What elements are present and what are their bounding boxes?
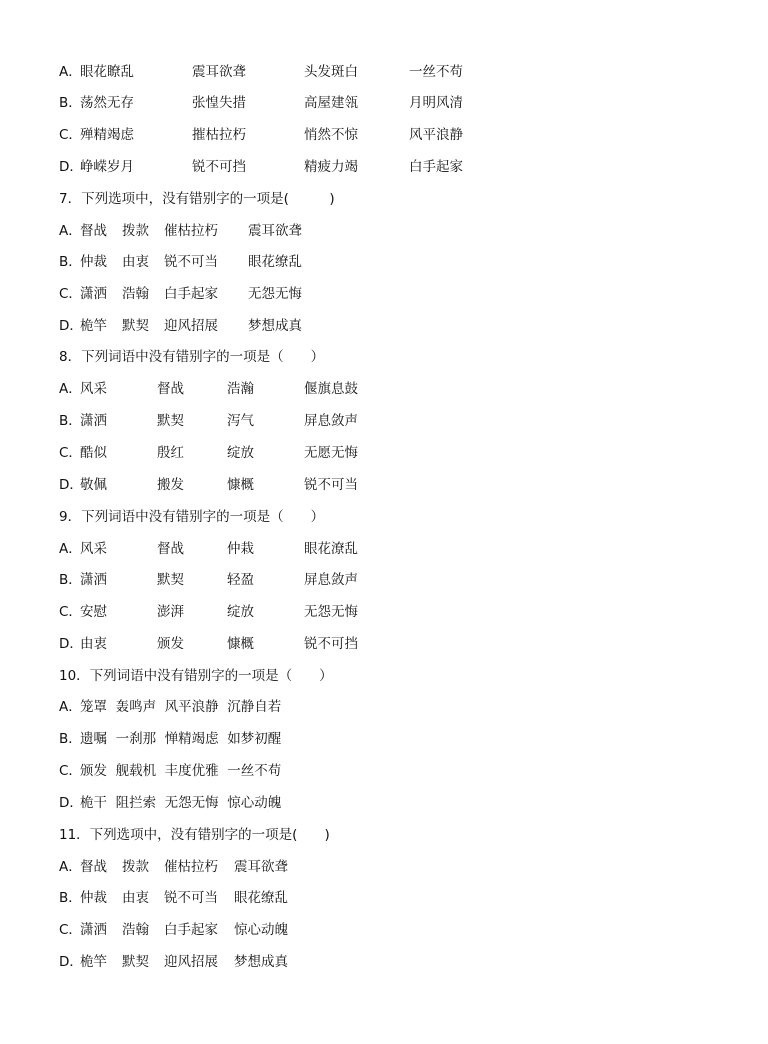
option-word: 督战 [157, 381, 184, 397]
option-letter: C． [59, 445, 82, 461]
option-word: 颁发 [157, 636, 184, 652]
option-word: 督战 [157, 541, 184, 557]
option-word: 仲栽 [227, 541, 254, 557]
option-word: 悄然不惊 [304, 127, 358, 143]
option-word: 搬发 [157, 477, 184, 493]
option-letter: B． [59, 890, 82, 906]
option-word: 风采 [80, 541, 107, 557]
option-word: 摧枯拉朽 [192, 127, 246, 143]
option-letter: B． [59, 254, 82, 270]
option-word: 锐不可挡 [304, 636, 358, 652]
option-word: 月明风清 [409, 95, 463, 111]
option-word: 震耳欲聋 [248, 223, 302, 239]
option-word: 迎风招展 [164, 954, 218, 970]
option-letter: B． [59, 413, 82, 429]
option-word: 无怨无悔 [304, 604, 358, 620]
option-word: 眼花潦乱 [304, 541, 358, 557]
option-word: 梦想成真 [234, 954, 288, 970]
option-letter: A． [59, 381, 82, 397]
option-word: 潇洒 [80, 922, 107, 938]
option-word: 锐不可当 [164, 890, 218, 906]
option-word: 张惶失措 [192, 95, 246, 111]
option-word: 泻气 [227, 413, 254, 429]
option-letter: C． [59, 604, 82, 620]
option-word: 敬佩 [80, 477, 107, 493]
option-letter: C． [59, 763, 82, 779]
option-word: 轻盈 [227, 572, 254, 588]
option-letter: A． [59, 699, 82, 715]
option-word: 惊心动魄 [234, 922, 288, 938]
option-letter: D． [59, 795, 83, 811]
option-word: 默契 [122, 954, 149, 970]
option-word: 殚精竭虑 [80, 127, 134, 143]
option-word: 酷似 [80, 445, 107, 461]
option-word: 安慰 [80, 604, 107, 620]
option-word: 默契 [157, 413, 184, 429]
question-stem: 7．下列选项中，没有错别字的一项是( ) [59, 191, 335, 207]
option-word: 白手起家 [164, 922, 218, 938]
option-word: 潇洒 [80, 572, 107, 588]
option-word: 绽放 [227, 445, 254, 461]
option-word: 精疲力竭 [304, 159, 358, 175]
option-letter: D． [59, 477, 83, 493]
option-word: 无怨无悔 [248, 286, 302, 302]
option-word: 催枯拉朽 [164, 859, 218, 875]
option-word: 桅竿 [80, 954, 107, 970]
option-word: 眼花缭乱 [234, 890, 288, 906]
option-letter: C． [59, 286, 82, 302]
option-letter: D． [59, 318, 83, 334]
option-word: 拨款 [122, 223, 149, 239]
option-letter: D． [59, 159, 83, 175]
option-word: 锐不可当 [164, 254, 218, 270]
option-letter: A． [59, 223, 82, 239]
option-word: 仲裁 [80, 890, 107, 906]
option-letter: A． [59, 541, 82, 557]
option-word: 默契 [122, 318, 149, 334]
option-word: 头发斑白 [304, 64, 358, 80]
option-text: 桅干 阻拦索 无怨无悔 惊心动魄 [80, 795, 282, 811]
option-word: 屏息敛声 [304, 572, 358, 588]
option-word: 峥嵘岁月 [80, 159, 134, 175]
option-word: 由衷 [80, 636, 107, 652]
option-word: 殷红 [157, 445, 184, 461]
option-word: 屏息敛声 [304, 413, 358, 429]
option-word: 督战 [80, 223, 107, 239]
option-letter: C． [59, 127, 82, 143]
option-letter: D． [59, 954, 83, 970]
option-word: 风平浪静 [409, 127, 463, 143]
option-word: 白手起家 [164, 286, 218, 302]
option-word: 浩翰 [122, 286, 149, 302]
option-word: 一丝不苟 [409, 64, 463, 80]
option-word: 眼花瞭乱 [80, 64, 134, 80]
option-word: 风采 [80, 381, 107, 397]
option-text: 遗嘱 一刹那 惮精竭虑 如梦初醒 [80, 731, 282, 747]
option-letter: D． [59, 636, 83, 652]
option-word: 荡然无存 [80, 95, 134, 111]
option-letter: B． [59, 731, 82, 747]
option-word: 拨款 [122, 859, 149, 875]
option-word: 默契 [157, 572, 184, 588]
option-word: 浩翰 [122, 922, 149, 938]
option-word: 潇洒 [80, 413, 107, 429]
option-letter: B． [59, 572, 82, 588]
option-word: 催枯拉朽 [164, 223, 218, 239]
option-word: 慷概 [227, 477, 254, 493]
option-word: 迎风招展 [164, 318, 218, 334]
option-word: 由衷 [122, 890, 149, 906]
option-word: 震耳欲聋 [192, 64, 246, 80]
option-word: 由衷 [122, 254, 149, 270]
option-text: 颁发 舰载机 丰度优雅 一丝不苟 [80, 763, 282, 779]
option-word: 锐不可挡 [192, 159, 246, 175]
option-word: 高屋建瓴 [304, 95, 358, 111]
option-text: 笼罩 轰鸣声 风平浪静 沉静自若 [80, 699, 282, 715]
option-word: 锐不可当 [304, 477, 358, 493]
option-word: 潇洒 [80, 286, 107, 302]
question-stem: 11．下列选项中，没有错别字的一项是( ) [59, 827, 330, 843]
option-word: 震耳欲聋 [234, 859, 288, 875]
question-stem: 8．下列词语中没有错别字的一项是（ ） [59, 349, 325, 365]
question-stem: 9．下列词语中没有错别字的一项是（ ） [59, 509, 325, 525]
option-word: 桅竿 [80, 318, 107, 334]
option-word: 梦想成真 [248, 318, 302, 334]
option-letter: A． [59, 64, 82, 80]
option-word: 白手起家 [409, 159, 463, 175]
option-word: 慷概 [227, 636, 254, 652]
option-word: 偃旗息鼓 [304, 381, 358, 397]
option-letter: C． [59, 922, 82, 938]
option-word: 无愿无悔 [304, 445, 358, 461]
option-letter: A． [59, 859, 82, 875]
option-letter: B． [59, 95, 82, 111]
option-word: 绽放 [227, 604, 254, 620]
option-word: 督战 [80, 859, 107, 875]
option-word: 浩瀚 [227, 381, 254, 397]
option-word: 澎湃 [157, 604, 184, 620]
option-word: 仲裁 [80, 254, 107, 270]
question-stem: 10．下列词语中没有错别字的一项是（ ） [59, 668, 333, 684]
option-word: 眼花缭乱 [248, 254, 302, 270]
